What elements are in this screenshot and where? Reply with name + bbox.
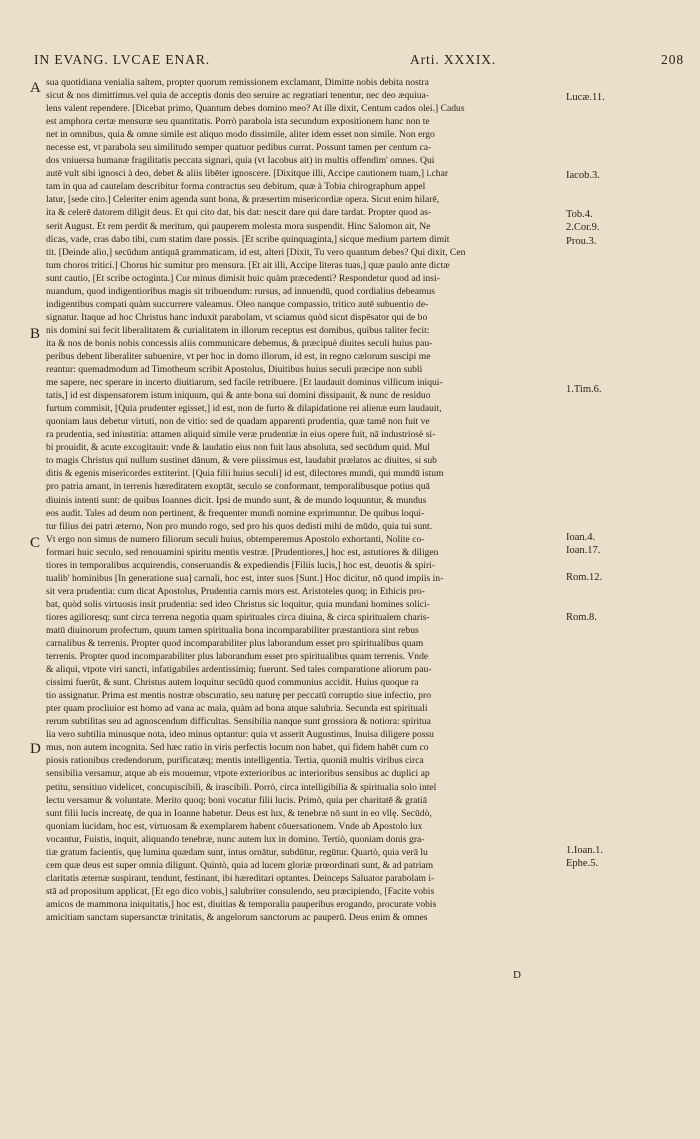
margin-note: Prou.3. bbox=[566, 236, 597, 247]
text-line: tatis,] id est dispensatorem istum iniquum, qui & ante bona sui domini dissipauit, & nunc de residuo bbox=[46, 390, 431, 402]
text-line: ditis & egenis misericordes extiterint. [Quia filii huius seculi] id est, dilectores mundi, qui mundū istum bbox=[46, 468, 444, 480]
margin-note: Rom.12. bbox=[566, 572, 603, 583]
text-line: amicos de mammona iniquitatis,] hoc est, diuitias & temporalia pauperibus erogando, procurate vobis bbox=[46, 898, 437, 910]
catchword: D bbox=[513, 969, 521, 981]
body-text bbox=[46, 76, 562, 924]
text-line: tur filius dei patri æterno, Non pro mundo rogo, sed pro his quos dedisti mihi de mūdo, quia tui sunt. bbox=[46, 520, 433, 532]
margin-note: 1.Ioan.1. bbox=[566, 845, 604, 856]
text-line: pter quam procliuior est homo ad vana ac mala, quàm ad bona atque salubria. Secunda est spirituali bbox=[46, 703, 428, 715]
text-line: tiæ gratum facientis, quę lumina quædam sunt, intus ornātur, subdūtur, regūtur. Quartò, quia verā lu bbox=[46, 846, 428, 858]
text-line: net in omnibus, quia & omne simile est aliquo modo dissimile, aliter idem esset non simile. Non ergo bbox=[46, 129, 435, 141]
text-line: tam in qua ad cautelam describitur forma contractus seu debitum, quæ à Tobia chirographum appel bbox=[46, 181, 426, 193]
header-article: Arti. XXXIX. bbox=[410, 52, 497, 67]
text-line: peribus debent liberaliter subuenire, vt per hoc in domo illorum, id est, in regno cælorum suscipi me bbox=[46, 350, 431, 362]
text-line: signatur. Itaque ad hoc Christus hanc induxit parabolam, vt sciamus quòd sicut dispēsator qui de bo bbox=[46, 311, 428, 323]
text-line: diuinis intenti sunt: de quibus Ioannes dicit. Ipsi de mundo sunt, & de mundo loquuntur, & mundus bbox=[46, 494, 427, 506]
text-line: sicut & nos dimittimus.vel quia de acceptis donis deo seruire ac regratiari tenentur, nec deo æquiua- bbox=[46, 90, 429, 102]
margin-note: 2.Cor.9. bbox=[566, 222, 600, 233]
text-line: serit August. Et rem perdit & meritum, qui pauperem molesta mora suspendit. Hinc Salomon ait, Ne bbox=[46, 220, 431, 232]
text-line: amicitiam sanctam supersanctæ trinitatis, & angelorum sanctorum ac pauperū. Deus enim & omnes bbox=[46, 912, 428, 923]
text-line: & aliqui, vtpote viri sancti, infatigabiles ardentissimiq; fuerunt. Sed tales comparatione aliorum pau- bbox=[46, 664, 432, 676]
text-line: matū diuinorum profectum, quum tamen spiritualia bona incomparabiliter præstantiora sint rebus bbox=[46, 624, 419, 636]
text-line: tum choros tritici.] Chorus hic sumitur pro mensura. [Et ait illi, Accipe literas tuas,] quæ paulo ante dictæ bbox=[46, 259, 450, 271]
margin-note: Lucæ.11. bbox=[566, 92, 605, 103]
text-line: lia vero subtilia minusque nota, ideo minus optantur: quia vt asserit Augustinus, Inuisa diligere possu bbox=[46, 729, 434, 741]
text-line: lens valent rependere. [Dicebat primo, Quantum debes domino meo? At ille dixit, Centum cados olei.] Cadus bbox=[46, 103, 465, 115]
text-line: dicas, vade, cras dabo tibi, cum statim dare possis. [Et scribe quinquaginta,] sicque medium partem dimit bbox=[46, 233, 450, 245]
text-line: necesse est, vt parabola seu similitudo semper quatuor pedibus currat. Possunt tamen per centum ca- bbox=[46, 142, 432, 154]
section-letter-d: D bbox=[30, 741, 41, 757]
text-line: sit vera prudentia: cum dicat Apostolus, Prudentia carnis mors est. Aristoteles quoq; in Ethicis pro- bbox=[46, 585, 425, 597]
text-line: autē vult sibi ignosci à deo, debet & aliis libēter ignoscere. [Dixitque illi, Accipe cautionem tuam,] i.char bbox=[46, 168, 449, 180]
text-line: dos vniuersa humanæ fragilitatis peccata signari, quia (vt Iacobus ait) in multis offendim' omnes. Qui bbox=[46, 155, 435, 167]
text-line: Vt ergo non simus de numero filiorum seculi huius, obtemperemus Apostolo exhortanti, Nolite co- bbox=[46, 533, 425, 545]
text-line: quoniam laus debetur virtuti, non de vitio: sed de quadam apparenti prudentia, quæ tamē non fuit ve bbox=[46, 416, 430, 428]
text-line: vocantur, Fuistis, inquit, aliquando tenebræ, nunc autem lux in domino. Tertiò, quoniam donis gra- bbox=[46, 833, 425, 845]
header-title: IN EVANG. LVCAE ENAR. bbox=[34, 52, 211, 67]
text-line: tit. [Deinde alio,] secūdum antiquā grammaticam, id est, alteri [Dixit, Tu vero quantum debes? Qui dixit, Cen bbox=[46, 246, 466, 258]
section-letter-a: A bbox=[30, 80, 41, 96]
text-line: nuandum, quod indigentioribus magis sit tribuendum: rursus, ad innuendū, quod cordialius debeamus bbox=[46, 285, 436, 297]
text-line: sensibilia versamur, atque ab eis mouemur, vtpote exterioribus ac interioribus sensibus ac duplici ap bbox=[46, 768, 430, 780]
text-line: tio assignatur. Prima est mentis nostræ obscuratio, seu naturę per peccatū corruptio siue infectio, pro bbox=[46, 690, 431, 702]
section-letter-b: B bbox=[30, 326, 41, 342]
text-line: latur, [sede cito.] Celeriter enim agenda sunt bona, & præsertim misericordiæ opera. Sicut enim hilarē, bbox=[46, 194, 440, 206]
text-line: sunt cautio, [Et scribe octoginta.] Cur minus dimisit huic quàm præcedenti? Respondetur quod ad insi- bbox=[46, 272, 440, 284]
text-line: terrenis. Propter quod incomparabiliter plus laborandum esset pro spiritualibus quam terrenis. Vnde bbox=[46, 651, 429, 663]
margin-note: Iacob.3. bbox=[566, 170, 600, 181]
text-line: est amphora certæ mensuræ seu quantitatis. Porrò parabola ista secundum expositionem hanc non te bbox=[46, 116, 430, 128]
margin-note: Ephe.5. bbox=[566, 858, 599, 869]
text-line: me sapere, nec sperare in incerto diuitiarum, sed facile retribuere. [Et laudauit dominus villicum iniqui- bbox=[46, 377, 443, 389]
text-line: furtum commisit, [Quia prudenter egisset,] id est, non de furto & dilapidatione rei alienæ eum laudauit, bbox=[46, 403, 442, 415]
running-header bbox=[34, 52, 684, 72]
text-line: ra prudentia, sed iniustitia: attamen aliquid simile veræ prudentiæ in eius opere fuit, nā industriosè si- bbox=[46, 429, 436, 441]
text-line: bi prouidit, & acute excogitauit: vnde & laudatio eius non fuit laus absoluta, sed secūdum quid. Mul bbox=[46, 442, 430, 454]
text-line: sua quotidiana venialia saltem, propter quorum remissionem exclamant, Dimitte nobis debita nostra bbox=[46, 77, 429, 88]
text-line: sunt filii lucis increatę, de qua in Ioanne habetur. Deus est lux, & tenebræ nō sunt in eo vllę. Secūdò, bbox=[46, 807, 432, 819]
text-line: indigentibus compati quàm succurrere valeamus. Oleo nanque compassio, tritico autē subuentio de- bbox=[46, 298, 429, 310]
text-line: cissimi fuerūt, & sunt. Christus autem loquitur secūdū quod communius accidit. Huius quoque ra bbox=[46, 677, 419, 689]
text-line: tiores in temporalibus acquirendis, conseruandis & expediendis [Filiis lucis,] hoc est, deuotis & spiri- bbox=[46, 559, 436, 571]
text-line: bat, quòd solis virtuosis insit prudentia: sed ideo Christus sic loquitur, quia mundani homines solici- bbox=[46, 598, 430, 610]
margin-note: Ioan.17. bbox=[566, 545, 601, 556]
text-line: rerum subtilitas seu ad agnoscendum difficultas. Sensibilia nanque sunt grossiora & notiora: spiritua bbox=[46, 716, 431, 728]
text-line: stā ad propositum applicat, [Et ego dico vobis,] salubriter consulendo, seu præcipiendo, [Facite vobis bbox=[46, 885, 435, 897]
text-line: formari huic seculo, sed renouamini spiritu mentis vestræ. [Prudentiores,] hoc est, astutiores & diligen bbox=[46, 546, 439, 558]
text-line: piosis rationibus credendorum, purificatæq; mentis intelligentia. Tertia, quoniā multis viribus circa bbox=[46, 755, 424, 767]
text-line: tiores agilioresq; sunt circa terrena negotia quam spirituales circa diuina, & circa spiritualem charis- bbox=[46, 611, 430, 623]
margin-note: 1.Tim.6. bbox=[566, 384, 602, 395]
text-line: nis domini sui fecit liberalitatem & curialitatem in illorum receptus est domibus, quibus taliter fecit: bbox=[46, 324, 430, 336]
text-line: petitu, sensitiuo videlicet, concupiscibili, & irascibili. Porrò, circa intelligibilia & spiritualia solo intel bbox=[46, 781, 437, 793]
text-line: carnalibus & terrenis. Propter quod incomparabiliter plus laborandum esset pro spiritualibus quam bbox=[46, 638, 424, 650]
text-line: reantur: quemadmodum ad Timotheum scribit Apostolus, Diuitibus huius seculi præcipe non subli bbox=[46, 364, 423, 376]
text-line: tualib' hominibus [In generatione sua] carnali, hoc est, inter suos [Sunt.] Hoc dicitur, nō quod impiis in- bbox=[46, 572, 444, 584]
text-line: claritatis æternæ suspirant, tendunt, festinant, ibi hæreditari optantes. Deinceps Saluator parabolam i- bbox=[46, 872, 435, 884]
section-letter-c: C bbox=[30, 535, 41, 551]
text-line: pro patria amant, in terrenis hæreditatem exoptāt, seculo se conformant, temporalibusque potius quā bbox=[46, 481, 430, 493]
margin-note: Rom.8. bbox=[566, 612, 597, 623]
text-line: to magis Christus qui nullum sustinet dānum, & vere piissimus est, laudabit prælatos ac diuites, si sub bbox=[46, 455, 437, 467]
margin-note: Ioan.4. bbox=[566, 532, 596, 543]
margin-note: Tob.4. bbox=[566, 209, 593, 220]
page-number: 208 bbox=[661, 52, 684, 67]
text-line: ita & nos de bonis nobis concessis aliis communicare debemus, & præcipuè diuites seculi huius pau- bbox=[46, 337, 433, 349]
text-line: quoniam lucidam, hoc est, virtuosam & exemplarem habent cōuersationem. Vnde ab Apostolo lux bbox=[46, 820, 423, 832]
text-line: ita & celerē datorem diligit deus. Et qui cito dat, bis dat: nescit dare qui dare tardat. Propter quod as- bbox=[46, 207, 432, 219]
text-line: mus, non autem incognita. Sed hæc ratio in viris perfectis locum non habet, qui fidem habēt cum co bbox=[46, 742, 429, 754]
text-line: eos audit. Tales ad deum non pertinent, & frequenter mundi nomine exprimuntur. De quibus loqui- bbox=[46, 507, 425, 519]
text-line: lectu versamur & voluntate. Merito quoq; boni vocatur filii lucis. Primò, quia per charitatē & gratiā bbox=[46, 794, 427, 806]
text-line: cem quæ deus est super omnia diligunt. Quintò, quia ad lucem gloriæ prœordinati sunt, & ad patriam bbox=[46, 859, 434, 871]
